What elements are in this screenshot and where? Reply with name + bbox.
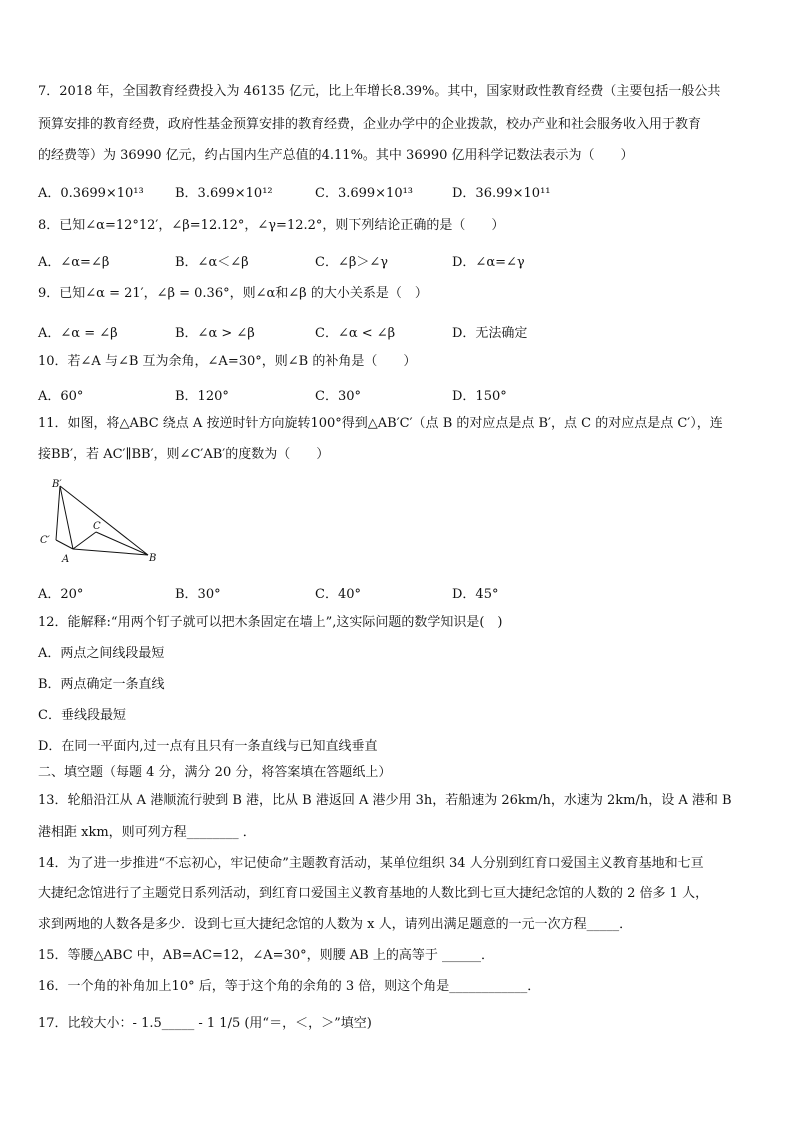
q11-option-a[interactable]: A．20°	[38, 587, 84, 602]
q9-option-d[interactable]: D．无法确定	[452, 326, 528, 341]
q7-option-a[interactable]: A．0.3699×10¹³	[38, 186, 144, 201]
q15-question: 15．等腰△ABC 中，AB=AC=12，∠A=30°，则腰 AB 上的高等于 ______．	[38, 948, 494, 963]
label-b-prime: B′	[52, 479, 62, 490]
segment-c-prime-a	[56, 540, 73, 549]
q9-question: 9．已知∠α = 21′，∠β = 0.36°，则∠α和∠β 的大小关系是（ ）	[38, 286, 428, 301]
q10-option-c[interactable]: C．30°	[315, 389, 361, 404]
q7-option-b[interactable]: B．3.699×10¹²	[175, 186, 273, 201]
q14-line-3: 求到两地的人数各是多少．设到七亘大捷纪念馆的人数为 x 人，请列出满足题意的一元一次方程_____．	[38, 917, 633, 932]
q12-option-b[interactable]: B．两点确定一条直线	[38, 677, 165, 692]
segment-b-prime-c-prime	[56, 486, 60, 540]
q11-line-1: 11．如图，将△ABC 绕点 A 按逆时针方向旋转100°得到△AB′C′（点 B 的对应点是点 B′，点 C 的对应点是点 C′），连	[38, 416, 723, 431]
q8-option-a[interactable]: A．∠α=∠β	[38, 255, 110, 270]
q12-question: 12．能解释:“用两个钉子就可以把木条固定在墙上”,这实际问题的数学知识是( )	[38, 615, 503, 630]
q10-option-b[interactable]: B．120°	[175, 389, 229, 404]
triangle-rotation-figure	[38, 478, 168, 570]
q7-line-3: 的经费等）为 36990 亿元，约占国内生产总值的4.11%。其中 36990 亿用科学记数法表示为（ ）	[38, 148, 634, 163]
q16-question: 16．一个角的补角加上10° 后，等于这个角的余角的 3 倍，则这个角是____________．	[38, 979, 541, 994]
q10-options	[38, 385, 758, 403]
q14-line-2: 大捷纪念馆进行了主题党日系列活动，到红育口爱国主义教育基地的人数比到七亘大捷纪念馆的人数的 2 倍多 1 人，	[38, 886, 709, 901]
q7-options	[38, 182, 758, 200]
q12-option-c[interactable]: C．垂线段最短	[38, 708, 126, 723]
segment-b-prime-b	[60, 486, 148, 555]
q8-option-c[interactable]: C．∠β＞∠γ	[315, 255, 389, 270]
q8-option-b[interactable]: B．∠α＜∠β	[175, 255, 249, 270]
q8-question: 8．已知∠α=12°12′，∠β=12.12°，∠γ=12.2°，则下列结论正确的是（ ）	[38, 218, 505, 233]
label-b: B	[149, 553, 157, 564]
label-c-prime: C′	[40, 535, 50, 546]
q7-option-c[interactable]: C．3.699×10¹³	[315, 186, 414, 201]
q12-option-d[interactable]: D．在同一平面内,过一点有且只有一条直线与已知直线垂直	[38, 739, 378, 754]
q12-option-a[interactable]: A．两点之间线段最短	[38, 646, 165, 661]
q14-line-1: 14．为了进一步推进“不忘初心，牢记使命”主题教育活动，某单位组织 34 人分别到红育口爱国主义教育基地和七亘	[38, 856, 704, 871]
q9-option-b[interactable]: B．∠α > ∠β	[175, 326, 255, 341]
q11-option-b[interactable]: B．30°	[175, 587, 221, 602]
q11-options	[38, 583, 758, 601]
q7-line-1: 7．2018 年，全国教育经费投入为 46135 亿元，比上年增长8.39%。其中，国家财政性教育经费（主要包括一般公共	[38, 84, 721, 99]
q7-line-2: 预算安排的教育经费，政府性基金预算安排的教育经费，企业办学中的企业拨款，校办产业和社会服务收入用于教育	[38, 117, 702, 132]
label-c: C	[93, 521, 101, 532]
q9-option-c[interactable]: C．∠α < ∠β	[315, 326, 396, 341]
q10-question: 10．若∠A 与∠B 互为余角，∠A=30°，则∠B 的补角是（ ）	[38, 354, 417, 369]
q8-option-d[interactable]: D．∠α=∠γ	[452, 255, 525, 270]
q9-options	[38, 322, 758, 340]
q8-options	[38, 251, 758, 269]
segment-a-c	[73, 532, 96, 549]
segment-b-prime-a	[60, 486, 73, 549]
section-fill-in-heading: 二、填空题（每题 4 分，满分 20 分，将答案填在答题纸上）	[38, 765, 392, 780]
q11-line-2: 接BB′，若 AC′∥BB′，则∠C′AB′的度数为（ ）	[38, 447, 330, 462]
q11-option-d[interactable]: D．45°	[452, 587, 499, 602]
q9-option-a[interactable]: A．∠α = ∠β	[38, 326, 118, 341]
q7-option-d[interactable]: D．36.99×10¹¹	[452, 186, 551, 201]
q17-question: 17．比较大小：- 1.5_____ - 1 1/5 (用“＝，＜，＞”填空)	[38, 1016, 372, 1031]
label-a: A	[62, 554, 70, 565]
q11-option-c[interactable]: C．40°	[315, 587, 361, 602]
q10-option-a[interactable]: A．60°	[38, 389, 84, 404]
q10-option-d[interactable]: D．150°	[452, 389, 507, 404]
q13-line-2: 港相距 xkm，则可列方程________ ．	[38, 825, 256, 840]
q13-line-1: 13．轮船沿江从 A 港顺流行驶到 B 港，比从 B 港返回 A 港少用 3h，若船速为 26km/h，水速为 2km/h，设 A 港和 B	[38, 793, 732, 808]
